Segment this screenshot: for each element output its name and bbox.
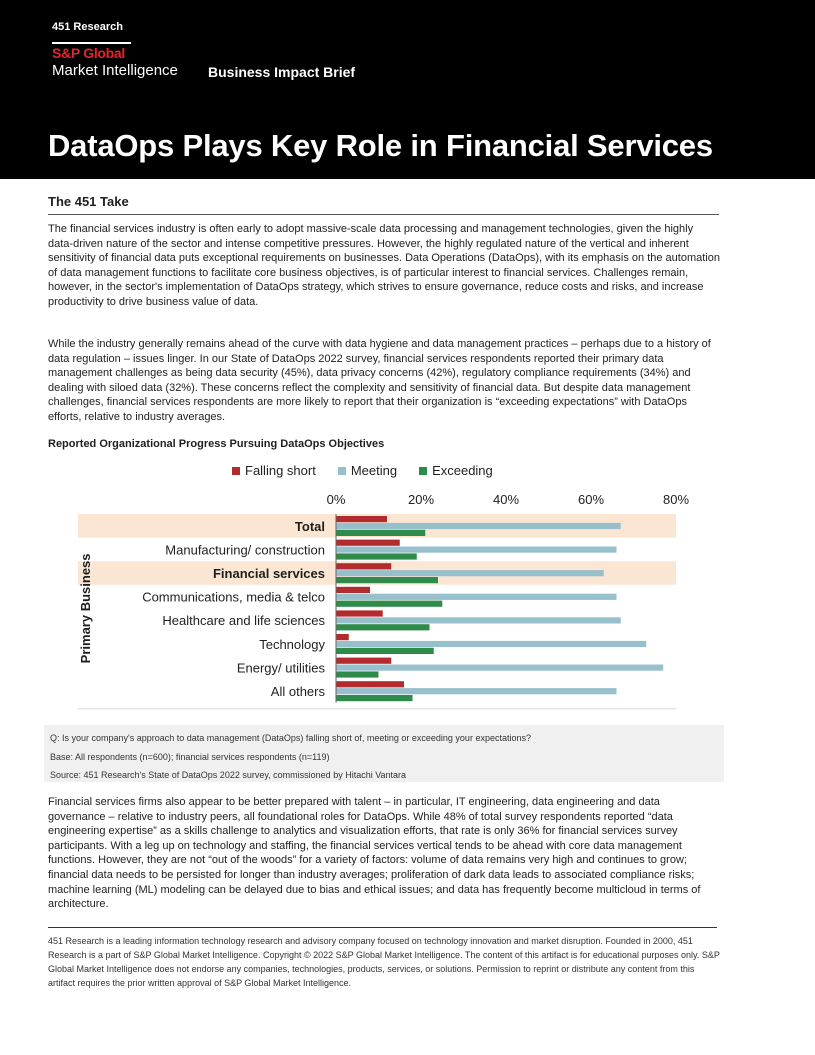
category-label: Financial services [212,566,325,581]
legend-swatch-falling-short [232,467,240,475]
category-label: Healthcare and life sciences [162,613,325,629]
bar-exceeding [336,695,413,701]
bar-falling-short [336,563,391,569]
note-base: Base: All respondents (n=600); financial services respondents (n=119) [50,751,330,762]
chart-notes [44,725,724,782]
header-banner [0,0,815,179]
bar-falling-short [336,634,349,640]
page-title: DataOps Plays Key Role in Financial Services [48,128,713,163]
footer-divider [48,927,717,928]
bar-meeting [336,570,604,576]
bar-exceeding [336,553,417,559]
category-label: Communications, media & telco [142,589,325,605]
category-label: Total [294,518,325,534]
chart-legend [232,463,493,478]
paragraph-talent: Financial services firms also appear to be better prepared with talent – in particular, IT engineering, data engineering and data governance – relative to industry peers, all foundational roles for DataOps. While 48% of total survey respondents reported “data engineering expertise” as a skills challenge to analytics and visualization efforts, that rate is only 36% for financial services survey participants. With a leg up on technology and staffing, the financial services vertical tends to be ahead with core data management functions. However, they are not “out of the woods” for a variety of factors: volume of data remains very high and continues to grow; financial data needs to be persisted for longer than industry averages; proliferation of dark data leads to associated compliance risks; machine learning (ML) modeling can be delayed due to bias and ethical issues; and data has frequently become multicloud in terms of architecture. [48,796,701,911]
legend-swatch-meeting [338,467,346,475]
category-label: Manufacturing/ construction [165,542,325,558]
bar-meeting [336,617,621,623]
bar-falling-short [336,516,387,522]
bar-falling-short [336,610,383,616]
y-axis-title: Primary Business [78,553,93,664]
bar-falling-short [336,681,404,687]
brand-market-intelligence: Market Intelligence [52,62,178,79]
legend-swatch-exceeding [419,467,427,475]
chart-title: Reported Organizational Progress Pursuing DataOps Objectives [48,438,385,450]
bar-exceeding [336,624,430,630]
x-tick-label: 40% [492,492,520,507]
note-source: Source: 451 Research's State of DataOps 2022 survey, commissioned by Hitachi Vantara [50,770,407,780]
bar-falling-short [336,540,400,546]
bar-exceeding [336,648,434,654]
note-question: Q: Is your company's approach to data management (DataOps) falling short of, meeting or exceeding your expectations? [50,733,531,743]
legend-item-falling-short [232,463,316,478]
legend-item-exceeding [419,463,493,478]
x-tick-label: 60% [577,492,605,507]
brand-divider [52,42,131,44]
bar-meeting [336,547,617,553]
bar-exceeding [336,530,425,536]
bar-meeting [336,688,617,694]
bar-meeting [336,523,621,529]
bar-exceeding [336,601,442,607]
legend-item-meeting [338,463,397,478]
bar-falling-short [336,658,391,664]
brand-451-research: 451 Research [52,21,123,33]
paragraph-intro: The financial services industry is often early to adopt massive-scale data processing and management technologies, given the highly data-driven nature of the sector and intense competitive pressures. However, the highly regulated nature of the vertical and inherent sensitivity of financial data puts exceptional requirements on businesses. Data Operations (DataOps), with its emphasis on the automation of data management functions to facilitate core business objectives, is of particular interest to financial services. Challenges remain, however, in the sector's implementation of DataOps strategy, which strives to ensure governance, reduce costs and risks, and increase productivity to drive business value of data. [48,223,720,308]
progress-bar-chart [0,485,815,710]
category-label: Technology [259,636,325,652]
brand-sp-global: S&P Global [52,45,125,61]
legend-label-falling-short: Falling short [245,463,316,478]
category-label: Energy/ utilities [236,660,325,676]
section-heading: The 451 Take [48,194,129,209]
bar-meeting [336,641,646,647]
bar-meeting [336,594,617,600]
x-tick-label: 80% [662,492,690,507]
category-label: All others [270,684,325,699]
bar-exceeding [336,671,379,677]
legend-label-exceeding: Exceeding [432,463,493,478]
footer-disclaimer: 451 Research is a leading information technology research and advisory company focused on technology innovation and market disruption. Founded in 2000, 451 Research is a part of S&P Global Market Intelligence. Copyright © 2022 S&P Global Market Intelligence. The content of this artifact is for educational purposes only. S&P Global Market Intelligence does not endorse any companies, technologies, products, services, or solutions. Permission to reprint or distribute any content from this artifact requires the prior written approval of S&P Global Market Intelligence. [48,936,720,988]
section-divider [48,214,719,215]
x-tick-label: 20% [407,492,435,507]
legend-label-meeting: Meeting [350,463,398,478]
paragraph-challenges: While the industry generally remains ahead of the curve with data hygiene and data management practices – perhaps due to a history of data regulation – issues linger. In our State of DataOps 2022 survey, financial services respondents reported their primary data management challenges as being data security (45%), data privacy concerns (42%), regulatory compliance requirements (34%) and dealing with siloed data (32%). These concerns reflect the complexity and sensitivity of financial data. But despite data management challenges, financial services respondents are more likely to report that their organization is “exceeding expectations” with DataOps efforts, relative to industry averages. [48,338,711,423]
bar-meeting [336,665,663,671]
bar-exceeding [336,577,438,583]
x-tick-label: 0% [326,492,346,507]
brief-type-label: Business Impact Brief [208,64,356,80]
bar-falling-short [336,587,370,593]
